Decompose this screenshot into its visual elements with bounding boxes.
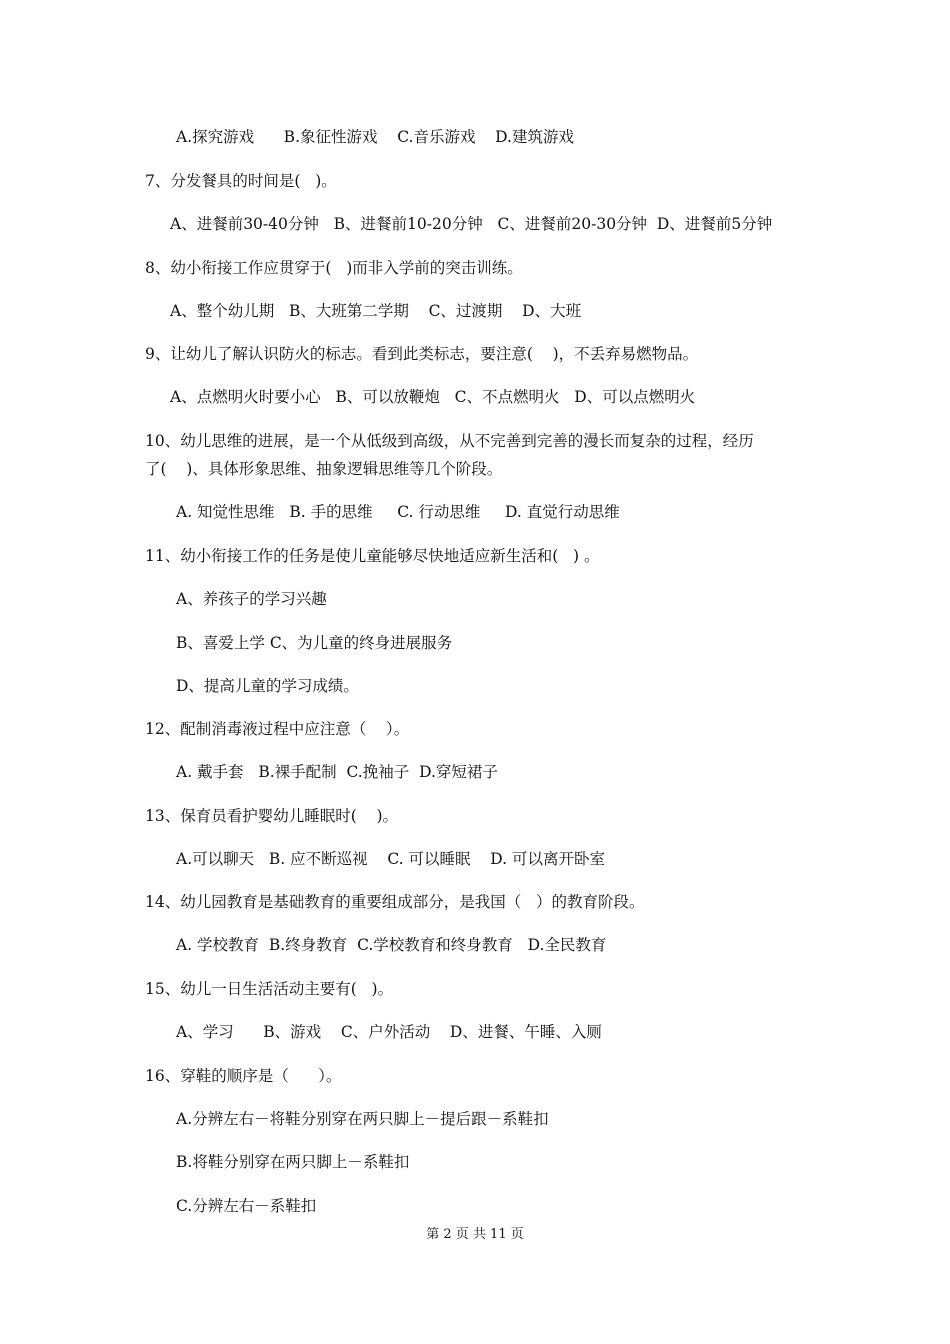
question-11: 11、幼小衔接工作的任务是使儿童能够尽快地适应新生活和( ) 。 [145, 547, 600, 565]
question-9: 9、让幼儿了解认识防火的标志。看到此类标志，要注意( )，不丢弃易燃物品。 [145, 345, 699, 363]
options-q12: A. 戴手套 B.裸手配制 C.挽袖子 D.穿短裙子 [176, 763, 498, 781]
options-q9: A、点燃明火时要小心 B、可以放鞭炮 C、不点燃明火 D、可以点燃明火 [170, 388, 696, 406]
question-10-line-1: 10、幼儿思维的进展，是一个从低级到高级，从不完善到完善的漫长而复杂的过程，经历 [145, 432, 754, 450]
options-q14: A. 学校教育 B.终身教育 C.学校教育和终身教育 D.全民教育 [176, 936, 607, 954]
question-7: 7、分发餐具的时间是( )。 [145, 172, 337, 190]
options-q10: A. 知觉性思维 B. 手的思维 C. 行动思维 D. 直觉行动思维 [176, 503, 620, 521]
options-q8: A、整个幼儿期 B、大班第二学期 C、过渡期 D、大班 [170, 302, 582, 320]
option-q16-a: A.分辨左右－将鞋分别穿在两只脚上－提后跟－系鞋扣 [176, 1110, 549, 1128]
question-13: 13、保育员看护婴幼儿睡眠时( )。 [145, 807, 399, 825]
option-q11-a: A、养孩子的学习兴趣 [176, 590, 327, 608]
question-15: 15、幼儿一日生活活动主要有( )。 [145, 980, 394, 998]
options-q6: A.探究游戏 B.象征性游戏 C.音乐游戏 D.建筑游戏 [176, 128, 574, 146]
question-14: 14、幼儿园教育是基础教育的重要组成部分，是我国（ ）的教育阶段。 [145, 893, 645, 911]
options-q7: A、进餐前30-40分钟 B、进餐前10-20分钟 C、进餐前20-30分钟 D、进餐前5分钟 [170, 215, 773, 233]
question-8: 8、幼小衔接工作应贯穿于( )而非入学前的突击训练。 [145, 259, 523, 277]
question-16: 16、穿鞋的顺序是（ ）。 [145, 1067, 342, 1085]
question-12: 12、配制消毒液过程中应注意（ ）。 [145, 720, 410, 738]
option-q16-b: B.将鞋分别穿在两只脚上－系鞋扣 [176, 1153, 410, 1171]
page-number-footer: 第 2 页 共 11 页 [426, 1227, 524, 1242]
question-10-line-2: 了( )、具体形象思维、抽象逻辑思维等几个阶段。 [145, 460, 503, 478]
option-q16-c: C.分辨左右－系鞋扣 [176, 1197, 317, 1215]
options-q13: A.可以聊天 B. 应不断巡视 C. 可以睡眠 D. 可以离开卧室 [176, 850, 605, 868]
options-q15: A、学习 B、游戏 C、户外活动 D、进餐、午睡、入厕 [176, 1023, 602, 1041]
option-q11-d: D、提高儿童的学习成绩。 [176, 677, 359, 695]
option-q11-bc: B、喜爱上学 C、为儿童的终身进展服务 [176, 634, 453, 652]
